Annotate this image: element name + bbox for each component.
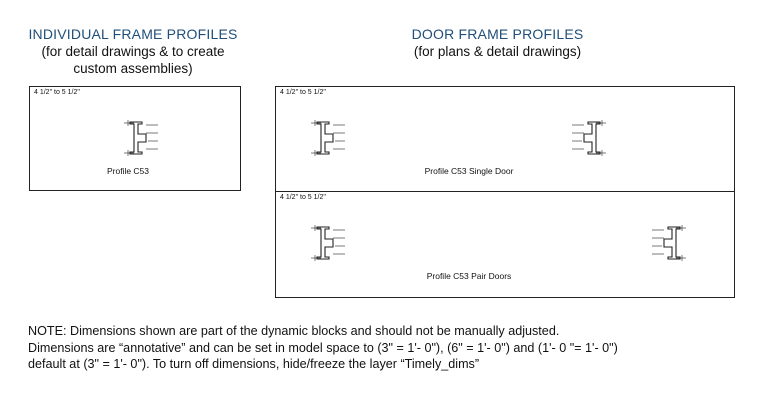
individual-profiles-subtitle-line2: custom assemblies) [73,61,193,76]
single-door-right-jamb-drawing [568,117,608,157]
individual-profiles-title: INDIVIDUAL FRAME PROFILES [28,26,238,42]
individual-profile-panel[interactable] [29,86,241,191]
door-profiles-subtitle: (for plans & detail drawings) [413,44,582,59]
pair-doors-dimension-label: 4 1/2" to 5 1/2" [280,194,326,201]
pair-doors-caption: Profile C53 Pair Doors [426,271,512,281]
note-line-3: default at (3" = 1'- 0"). To turn off dimensions, hide/freeze the layer “Timely_dims” [28,357,480,371]
individual-profile-caption: Profile C53 [106,166,150,176]
c53-profile-drawing [122,117,162,157]
note-line-2: Dimensions are “annotative” and can be set in model space to (3" = 1'- 0"), (6" = 1'- 0") and (1'- 0 "= 1'- 0") [28,340,618,355]
single-door-left-jamb-drawing [309,117,349,157]
pair-doors-left-jamb-drawing [309,222,349,262]
single-door-dimension-label: 4 1/2" to 5 1/2" [280,89,326,96]
single-door-panel[interactable] [275,86,735,192]
door-profiles-title: DOOR FRAME PROFILES [411,26,584,42]
single-door-caption: Profile C53 Single Door [424,166,514,176]
door-profiles-heading [370,26,625,60]
dimensions-note [28,323,748,373]
individual-profiles-heading [18,26,248,77]
pair-doors-panel[interactable] [275,191,735,298]
note-line-1: NOTE: Dimensions shown are part of the dynamic blocks and should not be manually adjusted. [28,324,560,338]
individual-profiles-subtitle-line1: (for detail drawings & to create [41,44,225,59]
pair-doors-right-jamb-drawing [648,222,688,262]
individual-dimension-label: 4 1/2" to 5 1/2" [34,89,80,96]
